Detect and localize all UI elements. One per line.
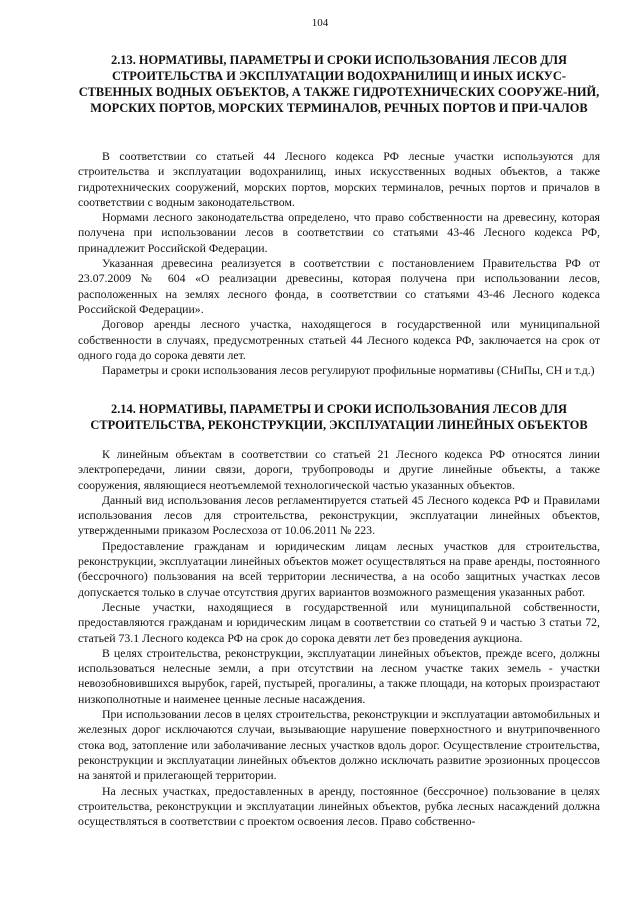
paragraph: На лесных участках, предоставленных в аренду, постоянное (бессрочное) пользование в целях строительства, реконструкции и эксплуатации линейных объектов, рубка лесных насаждений должна осуществляться в соответствии с проектом освоения лесов. Право собственно-: [78, 783, 600, 829]
paragraph: При использовании лесов в целях строительства, реконструкции и эксплуатации автомобильных и железных дорог исключаются случаи, вызывающие нарушение поверхностного и внутрипочвенного стока вод, затопление или заболачивание лесных участков вдоль дорог. Осуществление строительства, реконструкции и эксплуатации линейных объектов должно исключать развитие эрозионных процессов на занятой и прилегающей территории.: [78, 707, 600, 783]
section-body-2-14: [78, 447, 600, 829]
paragraph: Нормами лесного законодательства определено, что право собственности на древесину, которая получена при использовании лесов в соответствии со статьями 43-46 Лесного кодекса РФ, принадлежит Российской Федерации.: [78, 210, 600, 255]
paragraph: Указанная древесина реализуется в соответствии с постановлением Правительства РФ от 23.07.2009 № 604 «О реализации древесины, которая получена при использовании лесов, расположенных на землях лесного фонда, в соответствии со статьями 43-46 Лесного кодекса Российской Федерации».: [78, 256, 600, 316]
section-heading-2-14: 2.14. НОРМАТИВЫ, ПАРАМЕТРЫ И СРОКИ ИСПОЛЬЗОВАНИЯ ЛЕСОВ ДЛЯ СТРОИТЕЛЬСТВА, РЕКОНСТРУКЦИИ, ЭКСПЛУАТАЦИИ ЛИНЕЙНЫХ ОБЪЕКТОВ: [90, 402, 588, 432]
paragraph: К линейным объектам в соответствии со статьей 21 Лесного кодекса РФ относятся линии электропередачи, линии связи, дороги, трубопроводы и другие линейные объекты, а также сооружения, являющиеся неотъемлемой технологической частью указанных объектов.: [78, 447, 600, 492]
paragraph: Данный вид использования лесов регламентируется статьей 45 Лесного кодекса РФ и Правилами использования лесов для строительства, реконструкции, эксплуатации линейных объектов, утвержденными приказом Рослесхоза от 10.06.2011 № 223.: [78, 492, 600, 538]
section-body-2-13: [78, 149, 600, 378]
paragraph: Предоставление гражданам и юридическим лицам лесных участков для строительства, реконструкции, эксплуатации линейных объектов может осуществляться на праве аренды, постоянного (бессрочного) пользования на всей территории лесничества, а на особо защитных участках лесов допускается только в случае отсутствия других вариантов возможного размещения указанных работ.: [78, 538, 600, 599]
section-heading-2-13: 2.13. НОРМАТИВЫ, ПАРАМЕТРЫ И СРОКИ ИСПОЛЬЗОВАНИЯ ЛЕСОВ ДЛЯ СТРОИТЕЛЬСТВА И ЭКСПЛУАТАЦИИ ВОДОХРАНИЛИЩ И ИНЫХ ИСКУС-СТВЕННЫХ ВОДНЫХ ОБЪЕКТОВ, А ТАКЖЕ ГИДРОТЕХНИЧЕСКИХ СООРУЖЕ-НИЙ, МОРСКИХ ПОРТОВ, МОРСКИХ ТЕРМИНАЛОВ, РЕЧНЫХ ПОРТОВ И ПРИ-ЧАЛОВ: [78, 53, 600, 115]
page-number: 104: [311, 17, 329, 29]
paragraph: В соответствии со статьей 44 Лесного кодекса РФ лесные участки используются для строительства и эксплуатации водохранилищ, иных искусственных водных объектов, а также гидротехнических сооружений, морских портов, морских терминалов, речных портов и причалов в соответствии с водным законодательством.: [78, 149, 600, 209]
paragraph: Параметры и сроки использования лесов регулируют профильные нормативы (СНиПы, СН и т.д.): [102, 363, 595, 378]
paragraph: В целях строительства, реконструкции, эксплуатации линейных объектов, прежде всего, должны использоваться нелесные земли, а при отсутствии на лесном участке таких земель - участки невозобновившихся вырубок, гарей, пустырей, прогалины, а также площади, на которых произрастают низкополнотные и наименее ценные лесные насаждения.: [78, 645, 600, 706]
paragraph: Лесные участки, находящиеся в государственной или муниципальной собственности, предоставляются гражданам и юридическим лицам в соответствии со статьей 9 и частью 3 статьи 72, статьей 73.1 Лесного кодекса РФ на срок до сорока девяти лет без проведения аукциона.: [78, 599, 600, 645]
paragraph: Договор аренды лесного участка, находящегося в государственной или муниципальной собственности в случаях, предусмотренных статьей 44 Лесного кодекса РФ, заключается на срок от одного года до сорока девяти лет.: [78, 317, 600, 362]
